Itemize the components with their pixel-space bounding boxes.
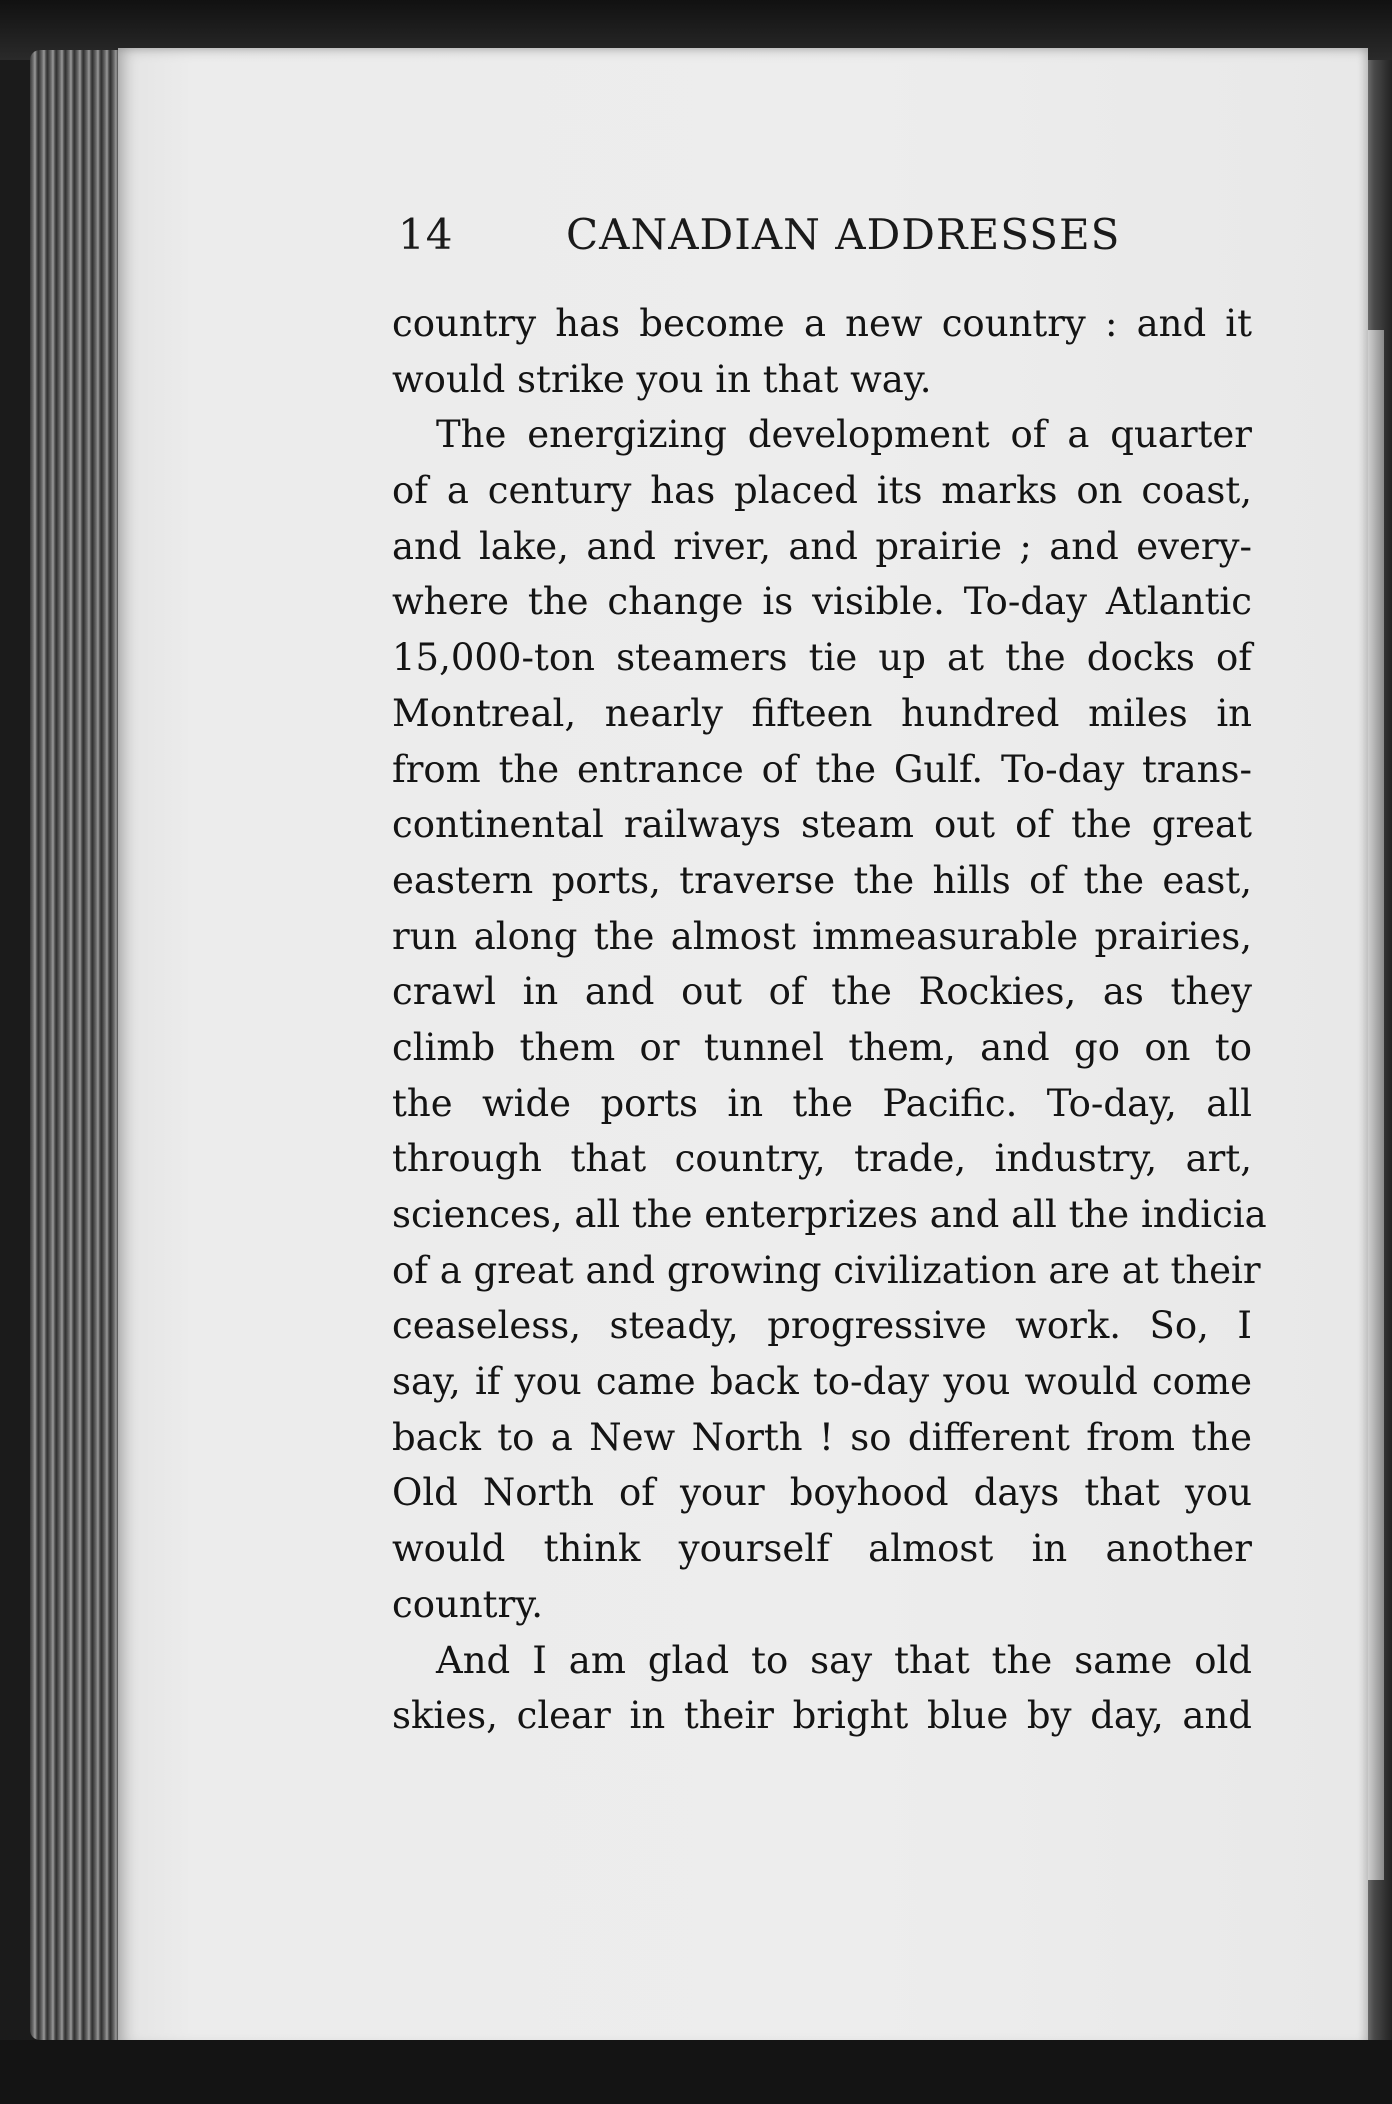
text-line: eastern ports, traverse the hills of the east, xyxy=(392,858,1252,902)
text-line: back to a New North ! so different from the xyxy=(392,1415,1252,1459)
running-title: CANADIAN ADDRESSES xyxy=(566,210,1121,259)
text-line: run along the almost immeasurable prairies, xyxy=(392,914,1252,958)
text-line: And I am glad to say that the same old xyxy=(436,1638,1252,1682)
text-line: 15,000-ton steamers tie up at the docks of xyxy=(392,636,1252,680)
text-line: through that country, trade, industry, art, xyxy=(392,1137,1252,1181)
body-text xyxy=(392,296,1267,1744)
text-line: sciences, all the enterprizes and all the indicia xyxy=(392,1193,1267,1236)
text-line: climb them or tunnel them, and go on to xyxy=(392,1025,1252,1069)
text-line: where the change is visible. To-day Atlantic xyxy=(392,580,1252,624)
page-number: 14 xyxy=(398,210,454,259)
text-line: of a great and growing civilization are at their xyxy=(392,1248,1261,1292)
text-line: from the entrance of the Gulf. To-day trans- xyxy=(392,747,1252,791)
book-right-edge-strip xyxy=(1368,330,1384,1880)
text-line: Old North of your boyhood days that you xyxy=(392,1471,1252,1515)
text-line: Montreal, nearly fifteen hundred miles in xyxy=(392,691,1252,735)
text-line: skies, clear in their bright blue by day, and xyxy=(392,1694,1252,1738)
text-line: would strike you in that way. xyxy=(392,357,932,401)
text-line: crawl in and out of the Rockies, as they xyxy=(392,970,1252,1014)
text-line: the wide ports in the Pacific. To-day, all xyxy=(392,1081,1252,1125)
text-line: say, if you came back to-day you would come xyxy=(392,1360,1252,1404)
text-line: The energizing development of a quarter xyxy=(436,413,1252,457)
page-header xyxy=(398,210,1298,280)
text-line: country. xyxy=(392,1582,543,1626)
text-line: and lake, and river, and prairie ; and every- xyxy=(392,524,1252,568)
text-line: would think yourself almost in another xyxy=(392,1527,1252,1571)
text-line: of a century has placed its marks on coast, xyxy=(392,469,1252,513)
scan-background-bottom xyxy=(0,2040,1392,2104)
text-line: country has become a new country : and it xyxy=(392,302,1252,345)
text-line: ceaseless, steady, progressive work. So, I xyxy=(392,1304,1252,1348)
text-line: continental railways steam out of the great xyxy=(392,803,1252,847)
